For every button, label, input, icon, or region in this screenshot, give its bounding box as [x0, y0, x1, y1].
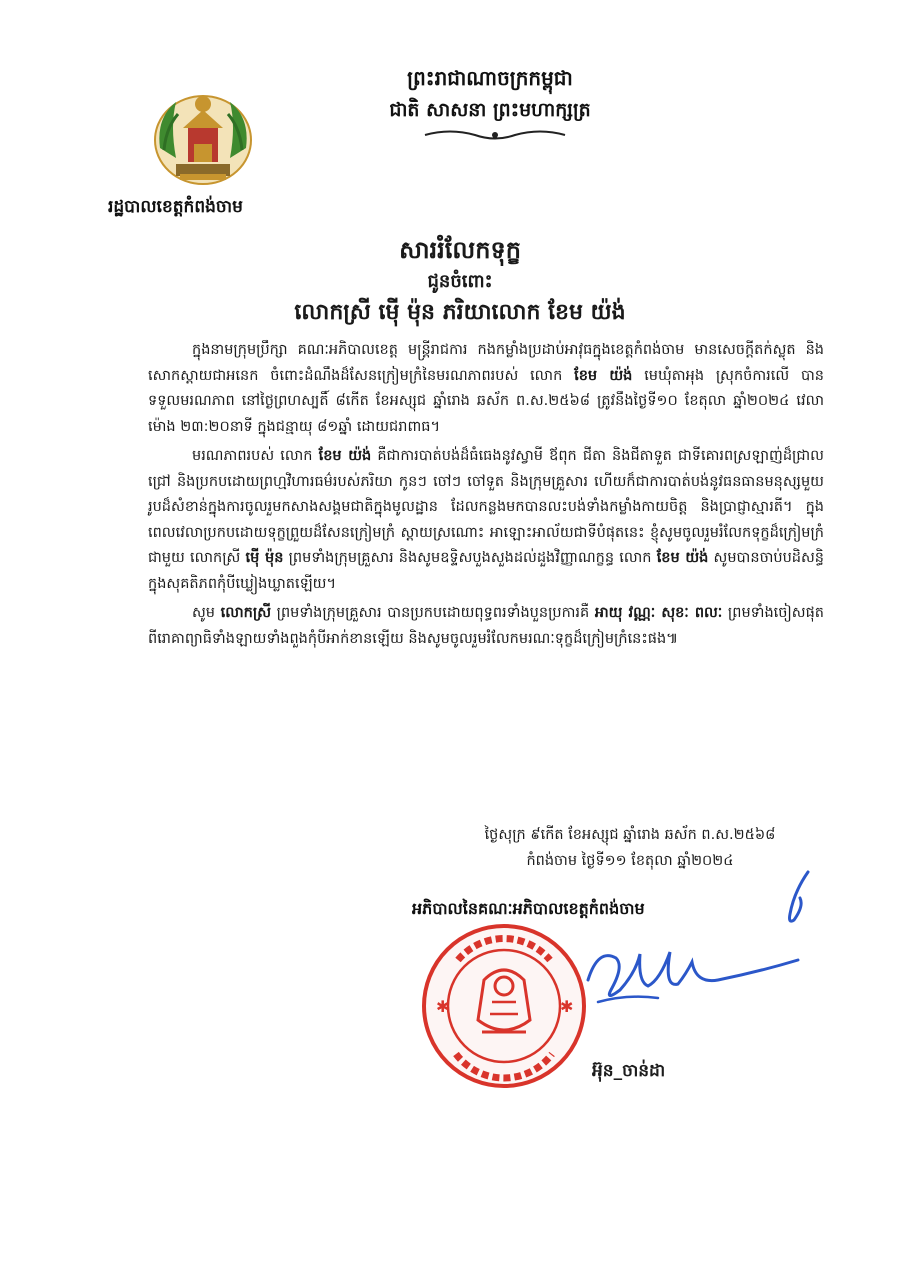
recipient-name: លោកស្រី ម៉ើ ម៉ុន ភរិយាលោក ខែម យ៉ង់: [294, 300, 626, 325]
text: ក្នុងនាមក្រុមប្រឹក្សា គណៈអភិបាលខេត្ត មន្ត្រីរាជការ កងកម្លាំងប្រដាប់អាវុធក្នុងខេត្តកំពង់ចាម មានសេចក្តីតក់ស្លុត និងសោកស្តាយជាអនេក ចំពោះដំណឹងដ៏សែនក្រៀមក្រំនៃមរណភាពរបស់ លោក: [148, 342, 824, 384]
paragraph-1: [148, 338, 824, 440]
gregorian-date: កំពង់ចាម ថ្ងៃទី១១ ខែតុលា ឆ្នាំ២០២៤: [526, 853, 734, 869]
paragraph-2: [148, 444, 824, 597]
text: គឺជាការបាត់បង់ដ៏ធំធេងនូវស្វាមី ឪពុក ជីតា និងជីតាទួត ជាទីគោរពស្រឡាញ់ដ៏ជ្រាលជ្រៅ និងប្រកបដោយព្រហ្មវិហារធម៌របស់ភរិយា កូនៗ ចៅៗ ចៅទួត និងក្រុមគ្រួសារ ហើយក៏ជាការបាត់បង់នូវធនធានមនុស្សមួយរូបដ៏សំខាន់ក្នុងការចូលរួមកសាងសង្គមជាតិក្នុងមូលដ្ឋាន ដែលកន្លងមកបានលះបង់ទាំងកម្លាំងកាយចិត្ត និងប្រាជ្ញាស្មារតី។ ក្នុងពេលវេលាប្រកបដោយទុក្ខព្រួយដ៏សែនក្រៀមក្រំ ស្តាយស្រណោះ អាឡោះអាល័យជាទីបំផុតនេះ ខ្ញុំសូមចូលរួមរំលែកទុក្ខដ៏ក្រៀមក្រំជាមួយ លោកស្រី: [148, 448, 824, 566]
blessings: អាយុ វណ្ណៈ សុខៈ ពលៈ: [594, 605, 723, 621]
document-title: សាររំលែកទុក្ខ: [399, 236, 521, 264]
text: ព្រមទាំងក្រុមគ្រួសារ បានប្រកបដោយពុទ្ធពរទាំងបួនប្រការគឺ: [271, 605, 595, 621]
svg-text:✱: ✱: [436, 997, 450, 1016]
deceased-name: ខែម យ៉ង់: [574, 367, 633, 384]
issuing-administration: រដ្ឋបាលខេត្តកំពង់ចាម: [108, 197, 243, 217]
lunar-date: ថ្ងៃសុក្រ ៩កើត ខែអស្សុជ ឆ្នាំរោង ឆស័ក ព.ស.២៥៦៨: [484, 827, 776, 843]
addressee-label: ជូនចំពោះ: [427, 271, 493, 292]
widow-name: ម៉ើ ម៉ុន: [245, 550, 284, 566]
signer-name: អ៊ុន_ចាន់ដា: [592, 1061, 666, 1081]
handwritten-signature: [568, 862, 818, 1042]
text: សូម: [192, 605, 221, 621]
kingdom-line-2: ជាតិ សាសនា ព្រះមហាក្សត្រ: [389, 99, 591, 121]
kingdom-line-1: ព្រះរាជាណាចក្រកម្ពុជា: [407, 66, 573, 90]
signer-title: អភិបាលនៃគណៈអភិបាលខេត្តកំពង់ចាម: [412, 899, 645, 918]
kingdom-heading: [300, 62, 680, 126]
ornament-divider-icon: [420, 128, 570, 142]
text: សូមបានចាប់បដិសន្ធិក្នុងសុគតិភពកុំបីឃ្លៀងឃ្លាតឡើយ។: [148, 550, 825, 592]
text: មេឃុំតាអុង ស្រុកចំការលើ បានទទួលមរណភាព នៅថ្ងៃព្រហស្បតិ៍ ៨កើត ខែអស្សុជ ឆ្នាំរោង ឆស័ក ព.ស.២៥៦៨ ត្រូវនឹងថ្ងៃទី១០ ខែតុលា ឆ្នាំ២០២៤ វេលាម៉ោង ២៣:២០នាទី ក្នុងជន្មាយុ ៨១ឆ្នាំ ដោយជរាពាធ។: [148, 367, 825, 435]
official-seal-icon: [418, 920, 590, 1092]
text: ព្រមទាំងក្រុមគ្រួសារ និងសូមឧទ្ទិសបួងសួងដល់ដួងវិញ្ញាណក្ខន្ធ លោក: [283, 550, 657, 566]
letter-body: [148, 338, 824, 656]
deceased-name: ខែម យ៉ង់: [656, 550, 709, 566]
title-block: [200, 232, 720, 330]
text: មរណភាពរបស់ លោក: [192, 448, 319, 464]
deceased-name: ខែម យ៉ង់: [318, 448, 372, 464]
svg-text:✱: ✱: [560, 997, 574, 1016]
paragraph-3: [148, 601, 824, 652]
text: ព្រមទាំងចៀសផុតពីរោគាព្យាធិទាំងឡាយទាំងពួងកុំបីអាក់ខានឡើយ និងសូមចូលរួមរំលែកមរណៈទុក្ខដ៏ក្រៀមក្រំនេះផង៕: [148, 605, 825, 647]
provincial-emblem-icon: [150, 88, 256, 188]
widow-title: លោកស្រី: [220, 605, 271, 621]
